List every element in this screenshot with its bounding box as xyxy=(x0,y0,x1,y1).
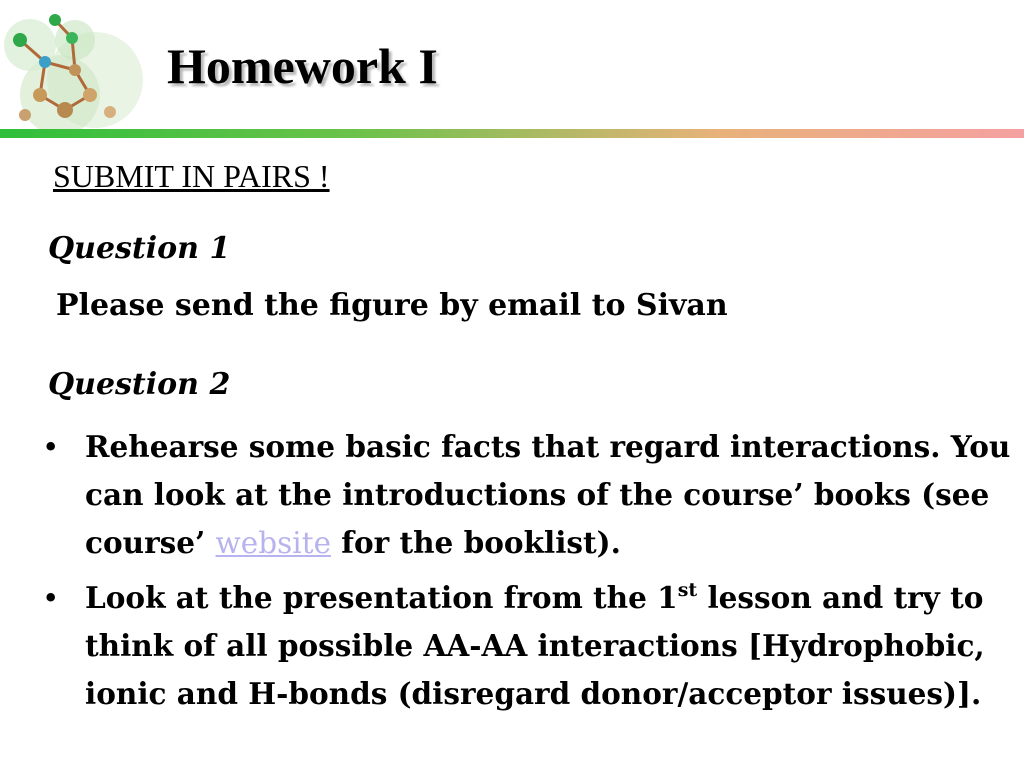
bullet-icon: • xyxy=(42,581,60,615)
bullet-item xyxy=(42,423,1012,567)
bullet-icon: • xyxy=(42,430,60,464)
bullet-item xyxy=(42,574,1012,718)
bullet1-text-end: for the booklist). xyxy=(331,525,621,560)
bullet1-text: Rehearse some basic facts that regard interactions. You can look at the introductions of the course’ books (see course’ xyxy=(85,429,1011,560)
title-divider xyxy=(0,129,1024,138)
bullet2-text: Look at the presentation from the 1 xyxy=(85,580,678,615)
question1-text: Please send the figure by email to Sivan xyxy=(56,288,728,323)
slide-title: Homework I xyxy=(167,38,438,94)
submit-note: SUBMIT IN PAIRS ! xyxy=(53,158,330,194)
question2-heading: Question 2 xyxy=(48,367,231,402)
ordinal-suffix: st xyxy=(677,579,698,601)
bullet2-text-end: lesson and try to think of all possible AA-AA interactions [Hydrophobic, ionic and H-bonds (disregard donor/acceptor issues)]. xyxy=(85,580,985,711)
question1-heading: Question 1 xyxy=(48,231,231,266)
question2-bullet-list xyxy=(42,423,1012,725)
website-link[interactable]: website xyxy=(215,526,332,560)
molecule-logo-icon xyxy=(0,0,150,130)
